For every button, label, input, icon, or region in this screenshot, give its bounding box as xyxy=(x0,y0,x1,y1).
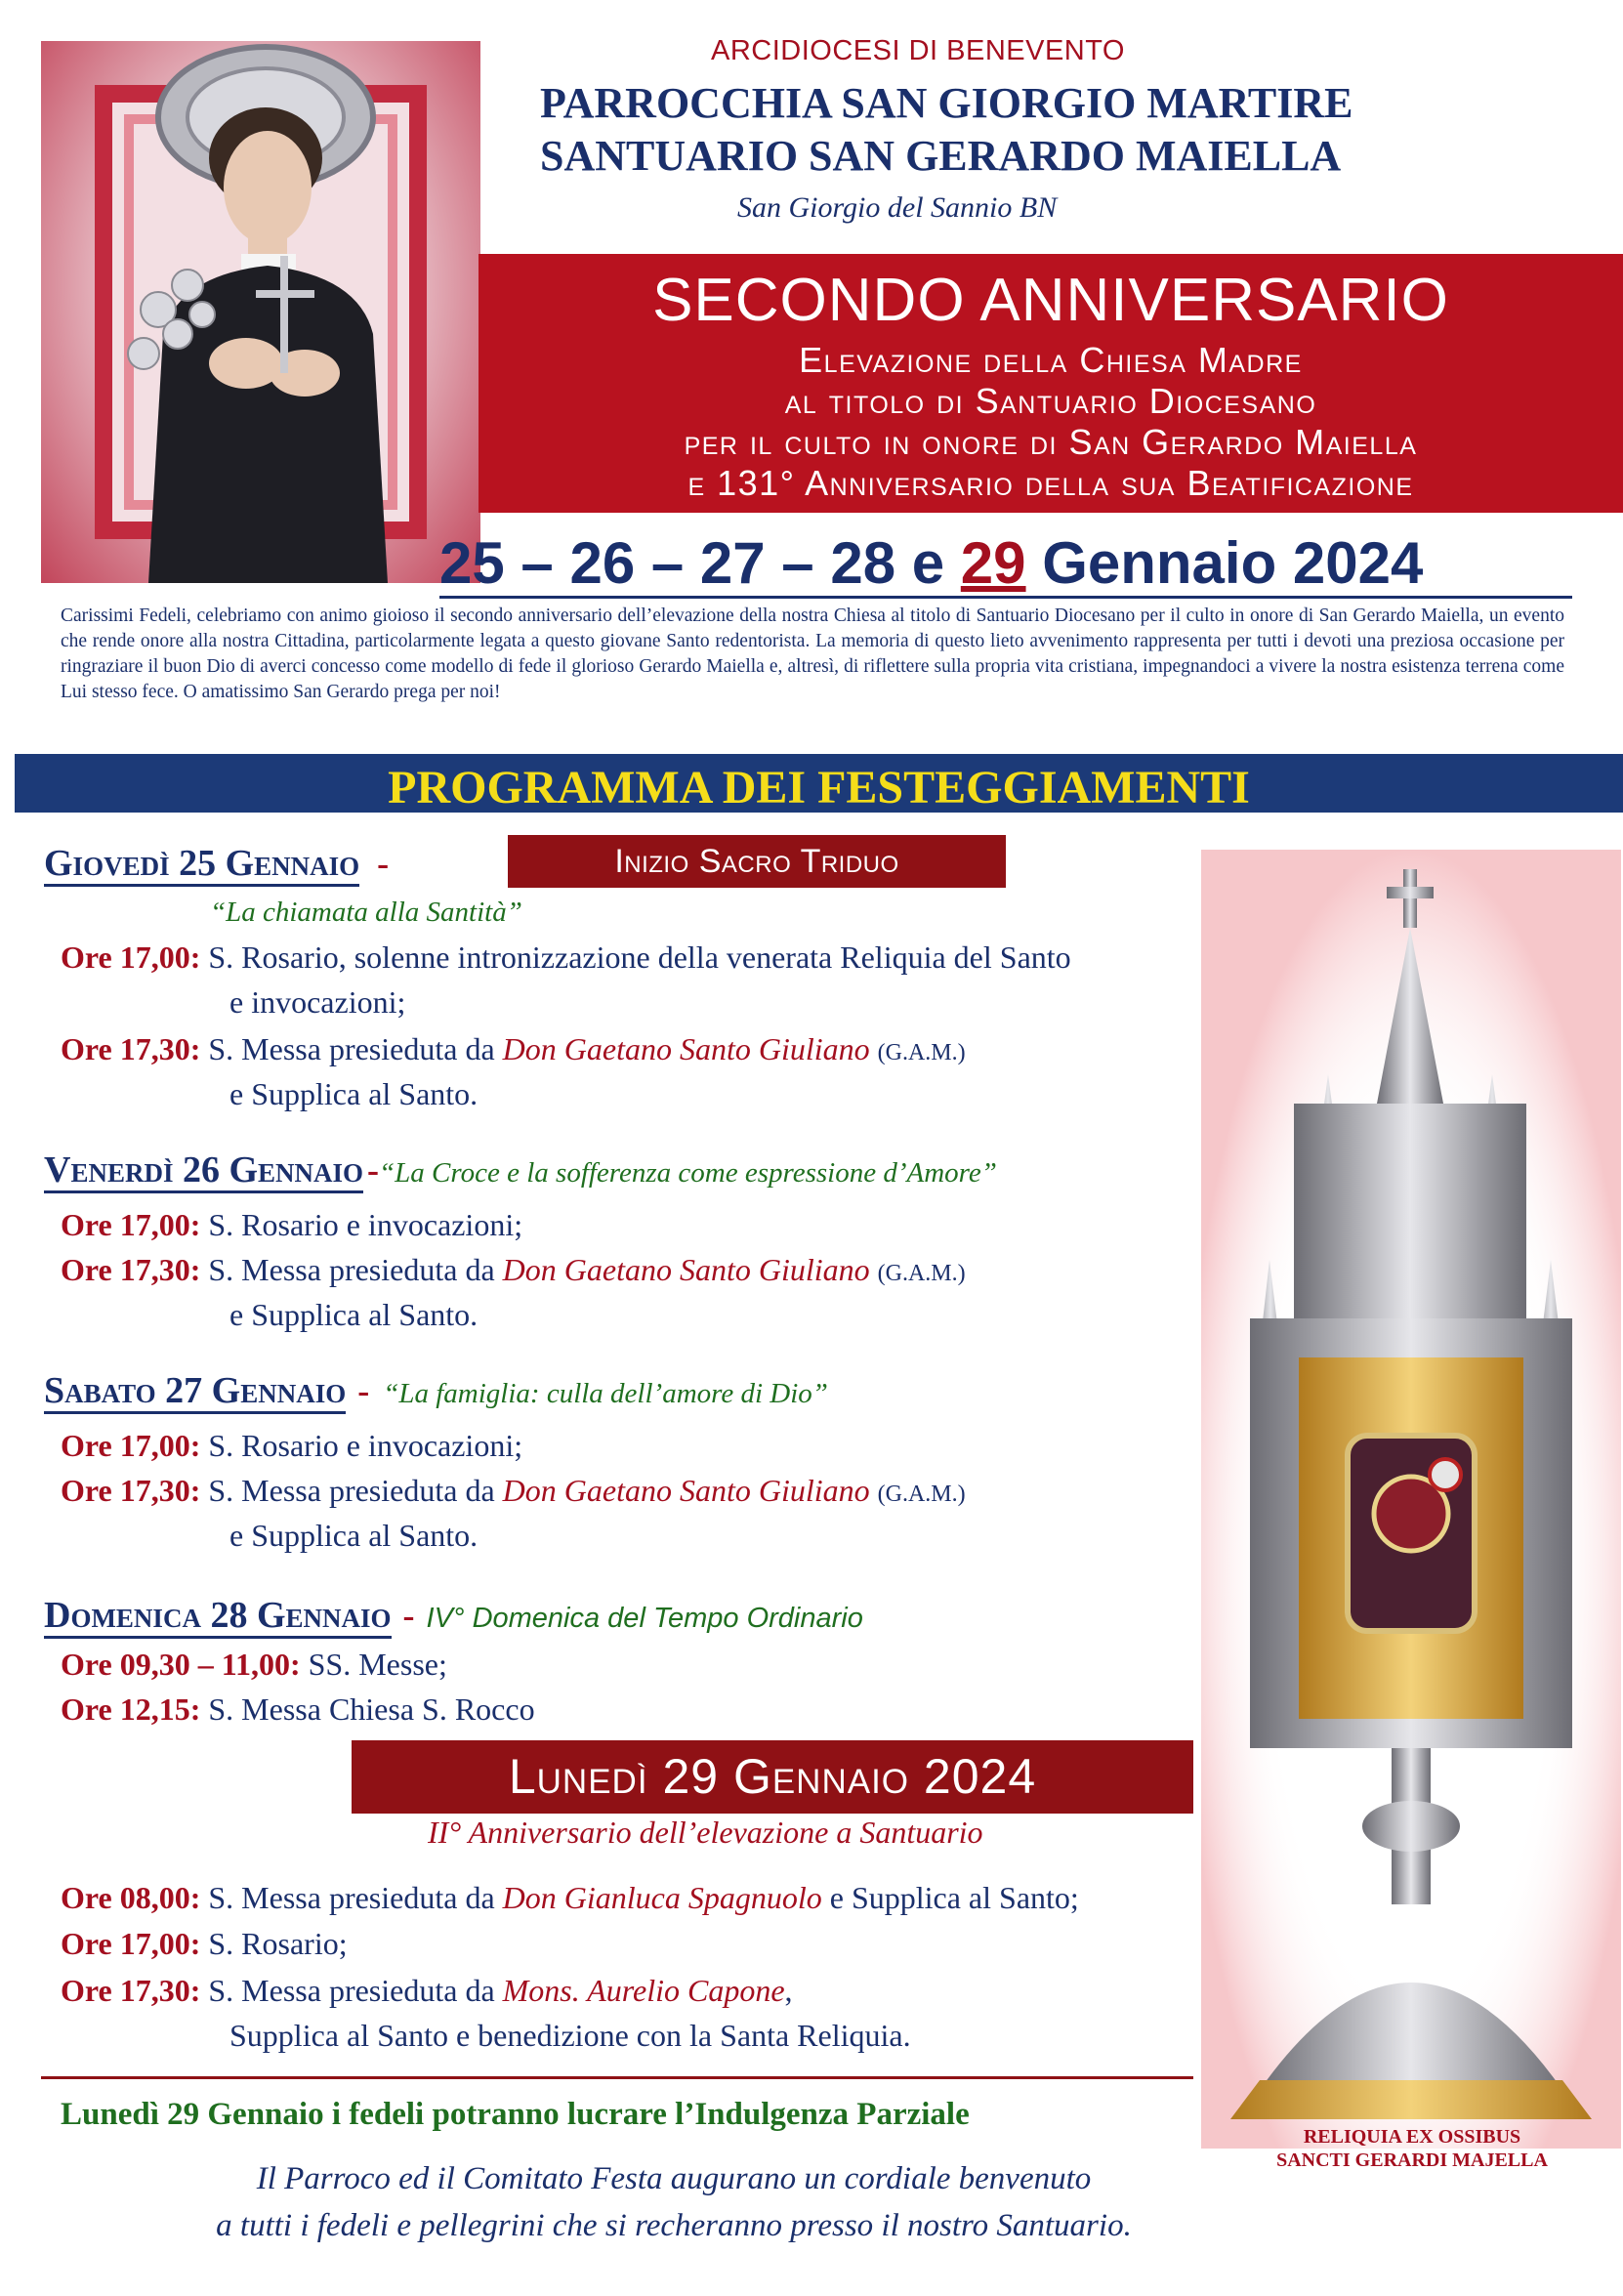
triduo-badge: Inizio Sacro Triduo xyxy=(508,835,1006,888)
town-name: San Giorgio del Sannio BN xyxy=(737,191,1058,224)
caption-line-1: RELIQUIA EX OSSIBUS xyxy=(1303,2126,1521,2148)
time: Ore 17,30: xyxy=(61,1473,201,1508)
day-heading: Venerdì 26 Gennaio xyxy=(44,1149,363,1193)
schedule-row xyxy=(61,1428,522,1464)
program-title: PROGRAMMA DEI FESTEGGIAMENTI xyxy=(388,762,1250,814)
schedule-row-continued: e invocazioni; xyxy=(229,984,406,1020)
schedule-row xyxy=(61,1252,966,1288)
schedule-row xyxy=(61,1691,535,1728)
caption-line-2: SANCTI GERARDI MAJELLA xyxy=(1276,2150,1548,2171)
schedule-row xyxy=(61,1031,966,1067)
activity: S. Rosario e invocazioni; xyxy=(208,1428,523,1463)
activity: S. Messa Chiesa S. Rocco xyxy=(208,1691,535,1727)
day-heading: Domenica 28 Gennaio xyxy=(44,1595,392,1639)
monday-subtitle: II° Anniversario dell’elevazione a Santuario xyxy=(428,1815,983,1850)
schedule-row-continued: e Supplica al Santo. xyxy=(229,1076,479,1111)
time: Ore 17,00: xyxy=(61,1207,201,1242)
activity: SS. Messe; xyxy=(308,1647,447,1682)
schedule-row xyxy=(61,1926,348,1962)
order-abbrev: (G.A.M.) xyxy=(877,1040,966,1065)
time: Ore 17,00: xyxy=(61,1926,201,1961)
sanctuary-name: SANTUARIO SAN GERARDO MAIELLA xyxy=(540,132,1342,180)
day-heading: Giovedì 25 Gennaio xyxy=(44,843,359,887)
indulgence-notice: Lunedì 29 Gennaio i fedeli potranno lucrare l’Indulgenza Parziale xyxy=(61,2097,970,2132)
schedule-row xyxy=(61,1973,793,2009)
separator-dash: - xyxy=(402,1596,415,1635)
activity: S. Rosario, solenne intronizzazione della venerata Reliquia del Santo xyxy=(208,939,1071,975)
day-theme: “La chiamata alla Santità” xyxy=(210,897,522,928)
divider-line xyxy=(41,2076,1193,2079)
dates-part-2: Gennaio 2024 xyxy=(1025,530,1424,596)
schedule-row xyxy=(61,1207,522,1243)
schedule-row xyxy=(61,1647,447,1683)
order-abbrev: (G.A.M.) xyxy=(877,1482,966,1507)
schedule-row-continued: e Supplica al Santo. xyxy=(229,1518,479,1553)
celebrant-name: Don Gaetano Santo Giuliano xyxy=(502,1031,870,1066)
separator-dash: - xyxy=(367,1150,380,1190)
reliquary-caption xyxy=(1217,2125,1607,2172)
order-abbrev: (G.A.M.) xyxy=(877,1261,966,1286)
anniversary-banner xyxy=(479,254,1623,513)
day-saturday xyxy=(44,1369,828,1412)
dates-part-1: 25 – 26 – 27 – 28 e xyxy=(439,530,961,596)
activity: S. Messa presieduta da xyxy=(208,1973,495,2008)
saint-gerard-photo xyxy=(41,41,480,583)
schedule-row xyxy=(61,1473,966,1509)
time: Ore 09,30 – 11,00: xyxy=(61,1647,301,1682)
separator-dash: - xyxy=(357,1371,370,1410)
banner-line-1: Elevazione della Chiesa Madre xyxy=(799,340,1303,380)
archdiocese-name: ARCIDIOCESI DI BENEVENTO xyxy=(711,35,1125,66)
monday-banner xyxy=(352,1740,1193,1814)
time: Ore 12,15: xyxy=(61,1691,201,1727)
schedule-row xyxy=(61,1880,1079,1916)
activity: S. Rosario e invocazioni; xyxy=(208,1207,523,1242)
closing-line-2: a tutti i fedeli e pellegrini che si recheranno presso il nostro Santuario. xyxy=(216,2208,1132,2243)
time: Ore 17,00: xyxy=(61,939,201,975)
activity: S. Rosario; xyxy=(208,1926,348,1961)
day-heading: Sabato 27 Gennaio xyxy=(44,1370,346,1414)
day-friday xyxy=(44,1148,997,1191)
day-thursday xyxy=(44,842,389,885)
closing-message xyxy=(176,2155,1172,2249)
dates-underline xyxy=(439,596,1572,599)
time: Ore 17,30: xyxy=(61,1252,201,1287)
banner-line-2: al titolo di Santuario Diocesano xyxy=(784,381,1317,421)
banner-line-3: per il culto in onore di San Gerardo Maiella xyxy=(684,422,1418,462)
celebrant-name: Don Gaetano Santo Giuliano xyxy=(502,1252,870,1287)
activity: S. Messa presieduta da xyxy=(208,1880,495,1915)
monday-banner-text: Lunedì 29 Gennaio 2024 xyxy=(508,1749,1037,1804)
time: Ore 08,00: xyxy=(61,1880,201,1915)
closing-line-1: Il Parroco ed il Comitato Festa augurano un cordiale benvenuto xyxy=(256,2161,1092,2196)
parish-name: PARROCCHIA SAN GIORGIO MARTIRE xyxy=(540,79,1353,127)
event-dates xyxy=(439,529,1423,597)
reliquary-image xyxy=(1201,850,1621,2149)
banner-subtitle xyxy=(479,340,1623,504)
time: Ore 17,30: xyxy=(61,1973,201,2008)
celebrant-name: Don Gaetano Santo Giuliano xyxy=(502,1473,870,1508)
separator-dash: - xyxy=(377,844,390,883)
banner-title: SECONDO ANNIVERSARIO xyxy=(652,267,1449,334)
schedule-row-continued: e Supplica al Santo. xyxy=(229,1297,479,1332)
day-theme: “La famiglia: culla dell’amore di Dio” xyxy=(383,1378,828,1409)
activity-after: , xyxy=(784,1973,793,2008)
activity-after: e Supplica al Santo; xyxy=(829,1880,1079,1915)
celebrant-name: Mons. Aurelio Capone xyxy=(502,1973,785,2008)
time: Ore 17,00: xyxy=(61,1428,201,1463)
banner-line-4: e 131° Anniversario della sua Beatificazione xyxy=(687,463,1414,503)
schedule-row-continued: Supplica al Santo e benedizione con la Santa Reliquia. xyxy=(229,2018,911,2053)
intro-paragraph: Carissimi Fedeli, celebriamo con animo gioioso il secondo anniversario dell’elevazione della nostra Chiesa al titolo di Santuario Diocesano per il culto in onore di San Gerardo Maiella, un evento che rende onore alla nostra Cittadina, particolarmente legata a questo giovane Santo redentorista. La memoria di questo lieto avvenimento rappresenta per tutti i devoti una preziosa occasione per ringraziare il buon Dio di averci concesso come modello di fede il glorioso Gerardo Maiella e, altresì, di riflettere sulla propria vita cristiana, impegnandoci a vivere la nostra esistenza terrena come Lui stesso fece. O amatissimo San Gerardo prega per noi! xyxy=(61,605,1564,702)
day-sunday xyxy=(44,1594,863,1637)
program-bar xyxy=(15,754,1623,813)
day-theme: IV° Domenica del Tempo Ordinario xyxy=(426,1603,863,1634)
time: Ore 17,30: xyxy=(61,1031,201,1066)
activity: S. Messa presieduta da xyxy=(208,1473,495,1508)
dates-highlight: 29 xyxy=(960,530,1026,596)
celebrant-name: Don Gianluca Spagnuolo xyxy=(502,1880,822,1915)
schedule-row xyxy=(61,939,1071,976)
day-theme: “La Croce e la sofferenza come espressione d’Amore” xyxy=(379,1157,997,1189)
activity: S. Messa presieduta da xyxy=(208,1031,495,1066)
saint-statue-illustration xyxy=(41,41,480,583)
activity: S. Messa presieduta da xyxy=(208,1252,495,1287)
